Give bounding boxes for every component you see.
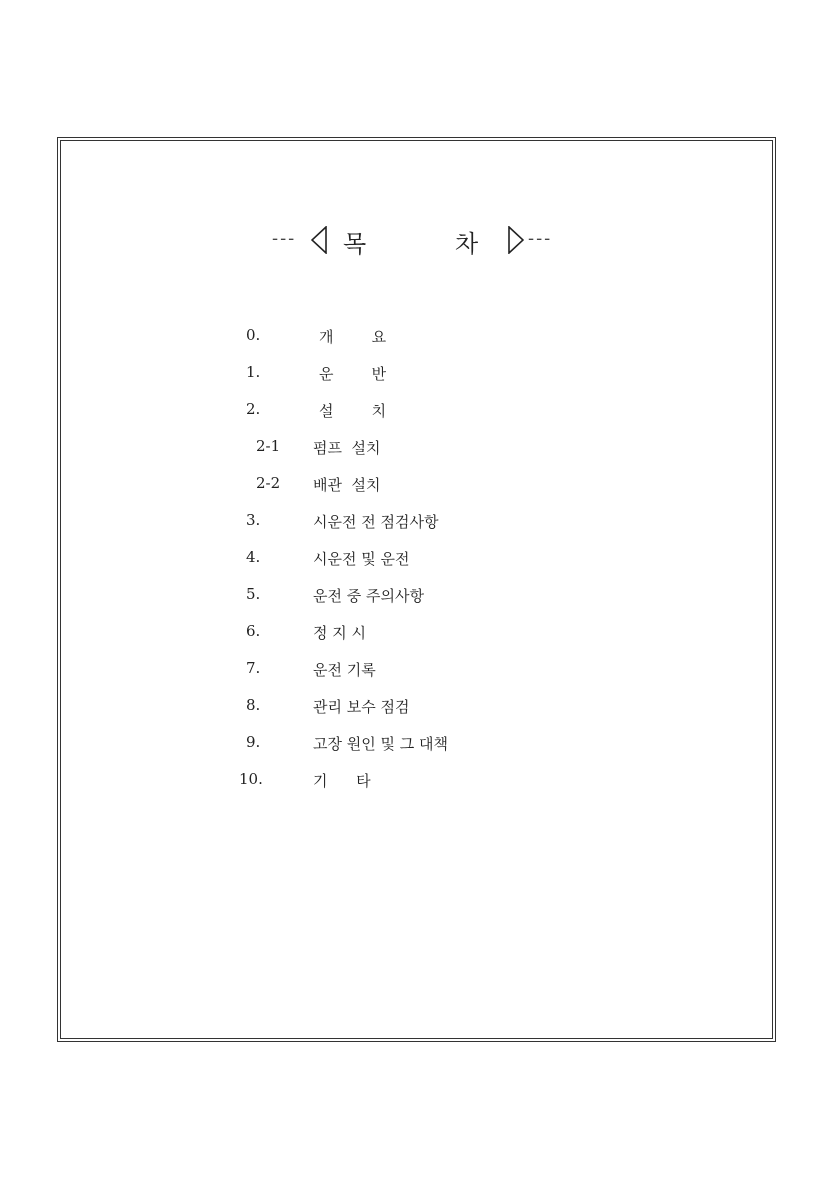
toc-item	[0, 471, 835, 497]
toc-label: 개 요	[319, 328, 387, 346]
title-char-1: 목	[343, 230, 367, 258]
toc-number: 1.	[246, 363, 261, 381]
left-triangle-icon	[311, 226, 327, 254]
title-char-2: 차	[455, 230, 479, 258]
toc-label: 시운전 전 점검사항	[313, 513, 439, 531]
toc-title	[0, 224, 835, 258]
toc-label: 배관 설치	[313, 476, 381, 494]
toc-label: 정 지 시	[313, 624, 367, 642]
toc-number: 2.	[246, 400, 261, 418]
toc-number: 7.	[246, 659, 261, 677]
toc-number: 2-1	[256, 437, 281, 455]
toc-label: 기 타	[313, 772, 371, 790]
toc-item	[0, 434, 835, 460]
title-dash-right: ---	[528, 228, 553, 249]
toc-item	[0, 397, 835, 423]
toc-number: 9.	[246, 733, 261, 751]
toc-number: 4.	[246, 548, 261, 566]
toc-label: 관리 보수 점검	[313, 698, 410, 716]
toc-item	[0, 545, 835, 571]
toc-item	[0, 508, 835, 534]
toc-number: 0.	[246, 326, 261, 344]
toc-item	[0, 360, 835, 386]
toc-number: 8.	[246, 696, 261, 714]
toc-item	[0, 619, 835, 645]
toc-item	[0, 767, 835, 793]
title-dash-left: ---	[272, 228, 297, 249]
toc-number: 3.	[246, 511, 261, 529]
toc-item	[0, 693, 835, 719]
toc-item	[0, 323, 835, 349]
toc-label: 운전 중 주의사항	[313, 587, 424, 605]
toc-label: 설 치	[319, 402, 387, 420]
toc-label: 운전 기록	[313, 661, 376, 679]
toc-number: 6.	[246, 622, 261, 640]
toc-item	[0, 730, 835, 756]
toc-label: 펌프 설치	[313, 439, 381, 457]
right-triangle-icon	[508, 226, 524, 254]
toc-number: 5.	[246, 585, 261, 603]
toc-item	[0, 582, 835, 608]
toc-number: 2-2	[256, 474, 281, 492]
toc-label: 운 반	[319, 365, 387, 383]
toc-label: 고장 원인 및 그 대책	[313, 735, 448, 753]
toc-label: 시운전 및 운전	[313, 550, 410, 568]
toc-item	[0, 656, 835, 682]
toc-number: 10.	[239, 770, 263, 788]
